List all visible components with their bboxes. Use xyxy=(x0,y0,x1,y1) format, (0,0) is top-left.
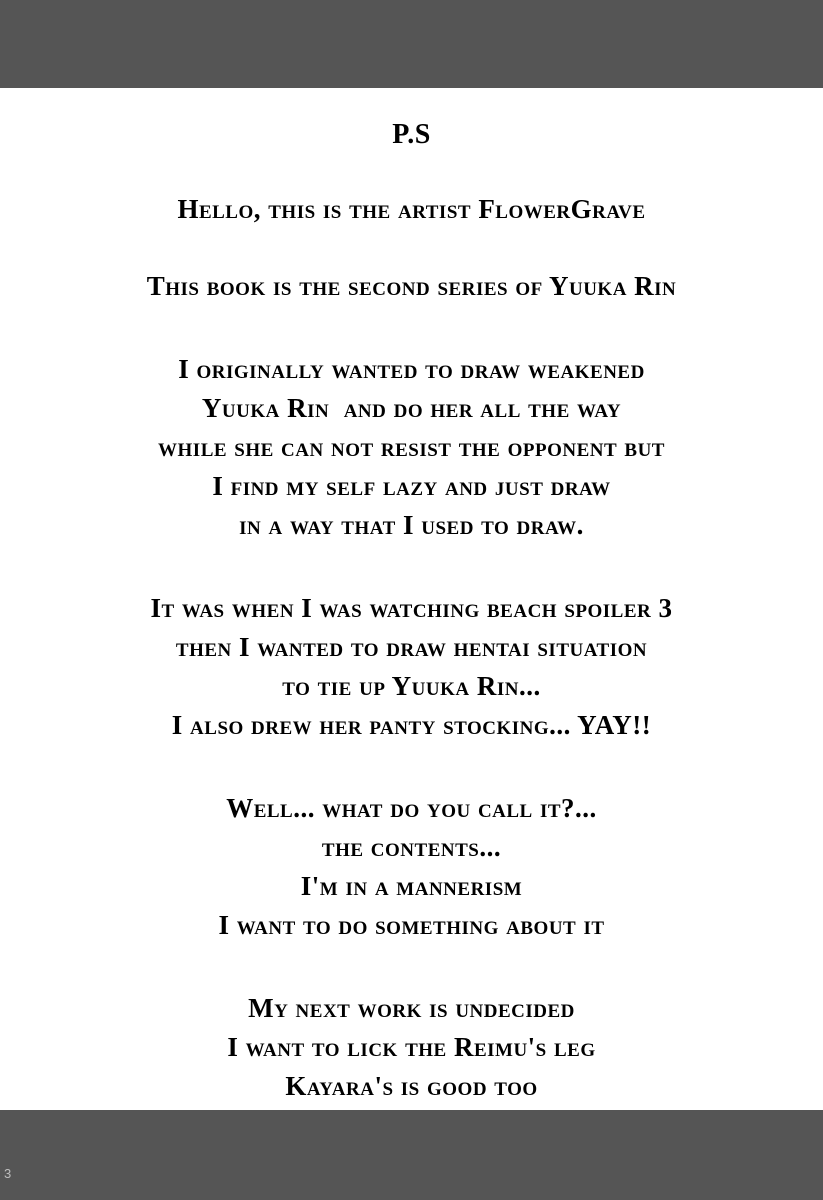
page-number: 3 xyxy=(4,1166,12,1181)
afterword-content xyxy=(0,88,823,1189)
page-title: P.S xyxy=(392,119,431,150)
text-line: It was when I was watching beach spoiler 3 xyxy=(150,593,673,623)
text-line: I want to lick the Reimu's leg xyxy=(227,1032,596,1062)
text-line: then I wanted to draw hentai situation xyxy=(175,632,648,662)
text-line: in a way that I used to draw. xyxy=(239,510,584,540)
page-sheet xyxy=(0,88,823,1110)
text-line: I also drew her panty stocking... YAY!! xyxy=(171,710,652,740)
text-line: This book is the second series of Yuuka Rin xyxy=(146,271,677,301)
text-line: My next work is undecided xyxy=(248,993,575,1023)
text-line: while she can not resist the opponent but xyxy=(158,432,665,462)
reflection-block xyxy=(0,789,823,945)
text-line: Kayara's is good too xyxy=(285,1071,538,1101)
text-line: Hello, this is the artist FlowerGrave xyxy=(177,194,646,224)
greeting-block xyxy=(0,190,823,229)
inspiration-block xyxy=(0,589,823,745)
text-line: Yuuka Rin and do her all the way xyxy=(201,393,622,423)
text-line: the contents... xyxy=(321,832,502,862)
text-line: I want to do something about it xyxy=(218,910,605,940)
bottom-border-band xyxy=(0,1110,823,1200)
text-line: I originally wanted to draw weakened xyxy=(178,354,645,384)
next-work-block xyxy=(0,989,823,1106)
text-line: I'm in a mannerism xyxy=(300,871,523,901)
text-line: I find my self lazy and just draw xyxy=(212,471,611,501)
series-block xyxy=(0,267,823,306)
intent-block xyxy=(0,350,823,545)
top-border-band xyxy=(0,0,823,88)
text-line: Well... what do you call it?... xyxy=(226,793,597,823)
text-line: to tie up Yuuka Rin... xyxy=(282,671,541,701)
